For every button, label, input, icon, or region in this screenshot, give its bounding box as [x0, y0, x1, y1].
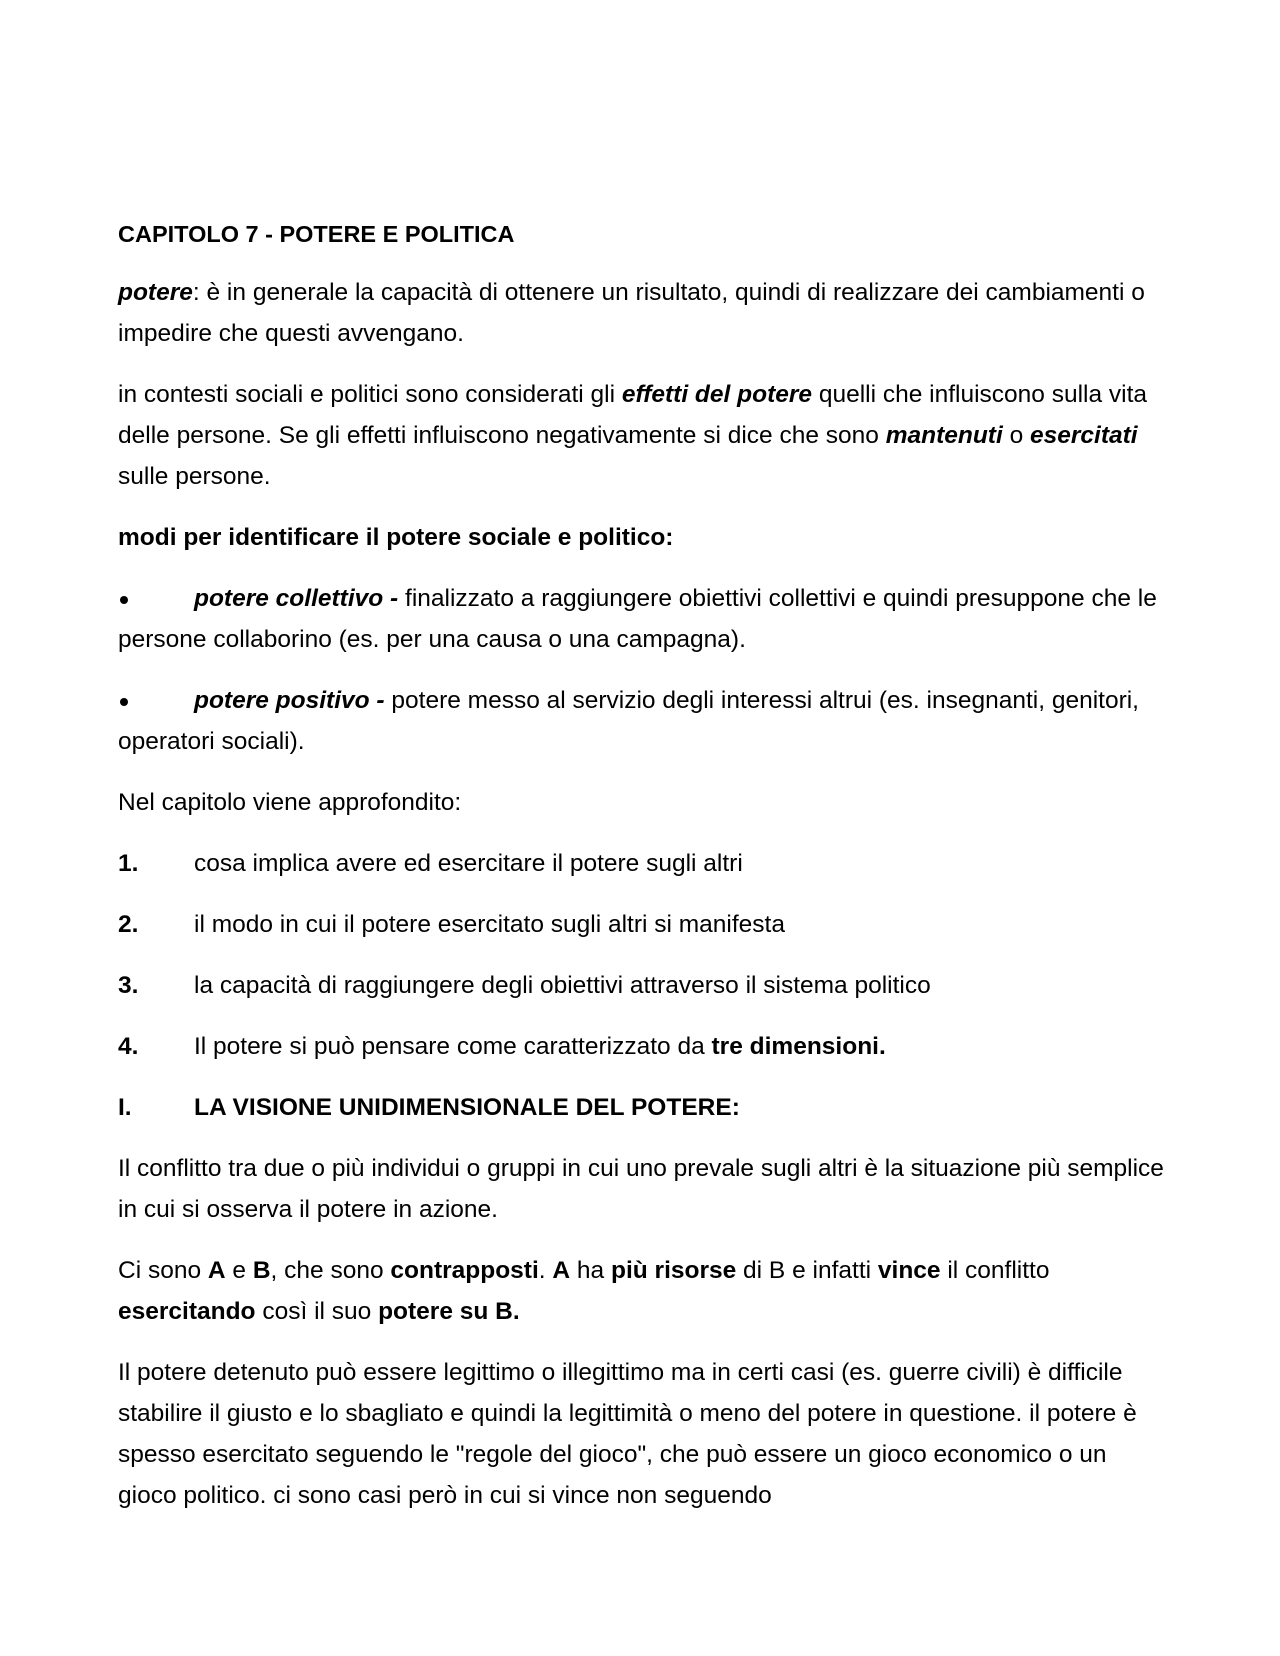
- bullet-marker: [118, 680, 194, 721]
- document-page: [118, 214, 1168, 1536]
- bullet-text: finalizzato a raggiungere obiettivi collettivi e quindi presuppone che le persone collaborino (es. per una causa o una campagna).: [118, 585, 1157, 653]
- text-run: Ci sono: [118, 1257, 208, 1284]
- section-number: I.: [118, 1094, 132, 1121]
- term-effetti-del-potere: effetti del potere: [621, 381, 813, 408]
- term-mantenuti: mantenuti: [885, 422, 1003, 449]
- section-title: LA VISIONE UNIDIMENSIONALE DEL POTERE:: [194, 1094, 740, 1121]
- bullet-term: potere positivo -: [194, 687, 385, 714]
- item-content: [194, 904, 785, 945]
- item-text: il modo in cui il potere esercitato sugli altri si manifesta: [194, 911, 785, 938]
- text-run: sulle persone.: [118, 463, 271, 490]
- bullet-text: potere messo al servizio degli interessi altrui (es. insegnanti, genitori, operatori sociali).: [118, 687, 1139, 755]
- item-number: 4.: [118, 1033, 139, 1060]
- bullet-item: [118, 680, 1168, 762]
- item-text: cosa implica avere ed esercitare il potere sugli altri: [194, 850, 743, 877]
- text-run: e: [225, 1257, 253, 1284]
- bold-run: potere su B.: [378, 1298, 520, 1325]
- item-number: 2.: [118, 911, 139, 938]
- text-run: quelli che influiscono sulla vita delle persone. Se gli effetti influiscono negativamente si dice che sono: [118, 381, 1148, 449]
- paragraph-a-and-b: [118, 1250, 1168, 1332]
- modi-heading: modi per identificare il potere sociale e politico:: [118, 524, 674, 551]
- section-heading: [118, 1087, 1168, 1128]
- paragraph-conflict: Il conflitto tra due o più individui o gruppi in cui uno prevale sugli altri è la situazione più semplice in cui si osserva il potere in azione.: [118, 1155, 1164, 1223]
- item-number: 1.: [118, 850, 139, 877]
- bold-run: contrapposti: [390, 1257, 539, 1284]
- text-run: in contesti sociali e politici sono considerati gli: [118, 381, 622, 408]
- item-bold-text: tre dimensioni.: [711, 1033, 886, 1060]
- numbered-item: [118, 843, 1168, 884]
- item-content: [194, 1026, 886, 1067]
- numbered-item: [118, 965, 1168, 1006]
- text-run: o: [1002, 422, 1031, 449]
- text-run: , che sono: [270, 1257, 391, 1284]
- bullet-dot-icon: [120, 698, 128, 706]
- text-run: di B e infatti: [736, 1257, 878, 1284]
- term-potere: potere: [118, 279, 193, 306]
- bold-run: vince: [877, 1257, 941, 1284]
- chapter-title: CAPITOLO 7 - POTERE E POLITICA: [118, 221, 515, 247]
- term-esercitati: esercitati: [1030, 422, 1138, 449]
- paragraph-power-definition: [118, 272, 1168, 354]
- paragraph-power-effects: [118, 374, 1168, 497]
- list-intro: Nel capitolo viene approfondito:: [118, 789, 462, 816]
- paragraph-legitimacy: Il potere detenuto può essere legittimo o illegittimo ma in certi casi (es. guerre civili) è difficile stabilire il giusto e lo sbagliato e quindi la legittimità o meno del potere in questione. il potere è spesso esercitato seguendo le "regole del gioco", che può essere un gioco economico o un gioco politico. ci sono casi però in cui si vince non seguendo: [118, 1359, 1137, 1509]
- bullet-item: [118, 578, 1168, 660]
- item-text: la capacità di raggiungere degli obiettivi attraverso il sistema politico: [194, 972, 931, 999]
- text-run: ha: [570, 1257, 611, 1284]
- definition-text: : è in generale la capacità di ottenere un risultato, quindi di realizzare dei cambiamenti o impedire che questi avvengano.: [118, 279, 1145, 347]
- text-run: il conflitto: [940, 1257, 1050, 1284]
- text-run: così il suo: [255, 1298, 379, 1325]
- numbered-item: [118, 904, 1168, 945]
- text-run: .: [538, 1257, 553, 1284]
- bold-run: B: [252, 1257, 271, 1284]
- bold-run: A: [552, 1257, 571, 1284]
- bold-run: A: [207, 1257, 226, 1284]
- bullet-term: potere collettivo -: [194, 585, 399, 612]
- numbered-item: [118, 1026, 1168, 1067]
- bullet-dot-icon: [120, 596, 128, 604]
- bold-run: più risorse: [610, 1257, 737, 1284]
- item-content: [194, 965, 931, 1006]
- item-text: Il potere si può pensare come caratterizzato da: [194, 1033, 712, 1060]
- bold-run: esercitando: [118, 1298, 256, 1325]
- item-number: 3.: [118, 972, 139, 999]
- item-content: [194, 843, 743, 884]
- bullet-marker: [118, 578, 194, 619]
